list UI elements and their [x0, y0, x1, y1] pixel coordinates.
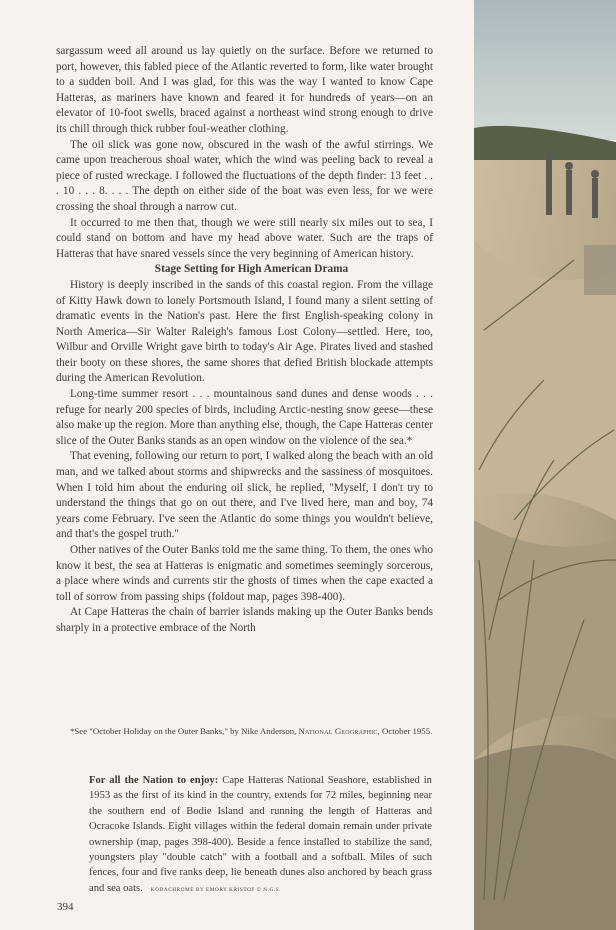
caption-lead: For all the Nation to enjoy:	[89, 775, 219, 786]
photo-credit: KODACHROME BY EMORY KRISTOF © N.G.S.	[150, 886, 282, 893]
paragraph: Long-time summer resort . . . mountainous sand dunes and dense woods . . . refuge for nearly 200 species of birds, including Arctic-nesting snow geese—these also make up the region. More than anything else, though, the Cape Hatteras center slice of the Outer Banks stands as an open window on the violence of the sea.*	[56, 388, 433, 447]
footnote-text: *See "October Holiday on the Outer Banks," by Nike Anderson,	[70, 726, 299, 736]
beach-dune-photo	[474, 0, 616, 930]
paragraph: It occurred to me then that, though we were still nearly six miles out to sea, I could stand on bottom and have my head above water. Such are the traps of Hatteras that have snared vessels since the very beginning of American history.	[56, 216, 433, 260]
paragraph: At Cape Hatteras the chain of barrier islands making up the Outer Banks bends sharply in a protective embrace of the North	[56, 606, 433, 634]
page-number: 394	[57, 901, 74, 913]
paragraph: Other natives of the Outer Banks told me the same thing. To them, the ones who know it best, the sea at Hatteras is enigmatic and sometimes seemingly sorcerous, a place where winds and currents stir the ghosts of times when the cape exacted a toll of sorrow from passing ships (foldout map, pages 398-400).	[56, 544, 433, 603]
caption-text: Cape Hatteras National Seashore, established in 1953 as the first of its kind in the country, extends for 72 miles, beginning near the southern end of Bodie Island and running the length of Hatteras and Ocracoke Islands. Eight villages within the federal domain remain under private ownership (map, pages 398-400). Beside a fence installed to stabilize the sand, youngsters play "double catch" with a football and a softball. Miles of such fences, four and five ranks deep, lie beneath dunes also anchored by beach grass and sea oats.	[89, 775, 432, 894]
section-subheading: Stage Setting for High American Drama	[154, 263, 349, 276]
footnote	[70, 725, 434, 737]
magazine-name: National Geographic	[298, 726, 378, 736]
paragraph: The oil slick was gone now, obscured in the wash of the awful stirrings. We came upon treacherous shoal water, which the wind was peeling back to reveal a piece of rusted wreckage. I followed the fluctuations of the depth finder: 13 feet . . . 10 . . . 8. . . . The depth on either side of the boat was even less, for we were crossing the shoal through a narrow cut.	[56, 138, 433, 213]
photo-caption	[89, 773, 432, 898]
article-body	[56, 44, 433, 637]
paragraph: sargassum weed all around us lay quietly on the surface. Before we returned to port, however, this fabled piece of the Atlantic reverted to form, like water brought to a sudden boil. And I was glad, for this was the way I wanted to know Cape Hatteras, as mariners have known and feared it for hundreds of years—on an elevator of 10-foot swells, braced against a northeast wind strong enough to drive its chill through thick rubber foul-weather clothing.	[56, 45, 433, 135]
footnote-date: , October 1955.	[377, 726, 433, 736]
paragraph: That evening, following our return to port, I walked along the beach with an old man, and we talked about storms and shipwrecks and the sassiness of mosquitoes. When I told him about the enduring oil slick, he replied, "Myself, I don't try to understand the things that go on out there, and I've lived here, man and boy, 74 years come February. I've seen the Atlantic do some things you wouldn't believe, and that's the gospel truth."	[56, 450, 433, 541]
paragraph: History is deeply inscribed in the sands of this coastal region. From the village of Kitty Hawk down to lonely Portsmouth Island, I found many a silent setting of dramatic events in the Nation's past. Here the first English-speaking colony in North America—Sir Walter Raleigh's famous Lost Colony—settled. Here, too, Wilbur and Orville Wright gave birth to today's Air Age. Pirates lived and stashed their booty on these shores, the same shores that defied British blockade attempts during the American Revolution.	[56, 278, 433, 385]
